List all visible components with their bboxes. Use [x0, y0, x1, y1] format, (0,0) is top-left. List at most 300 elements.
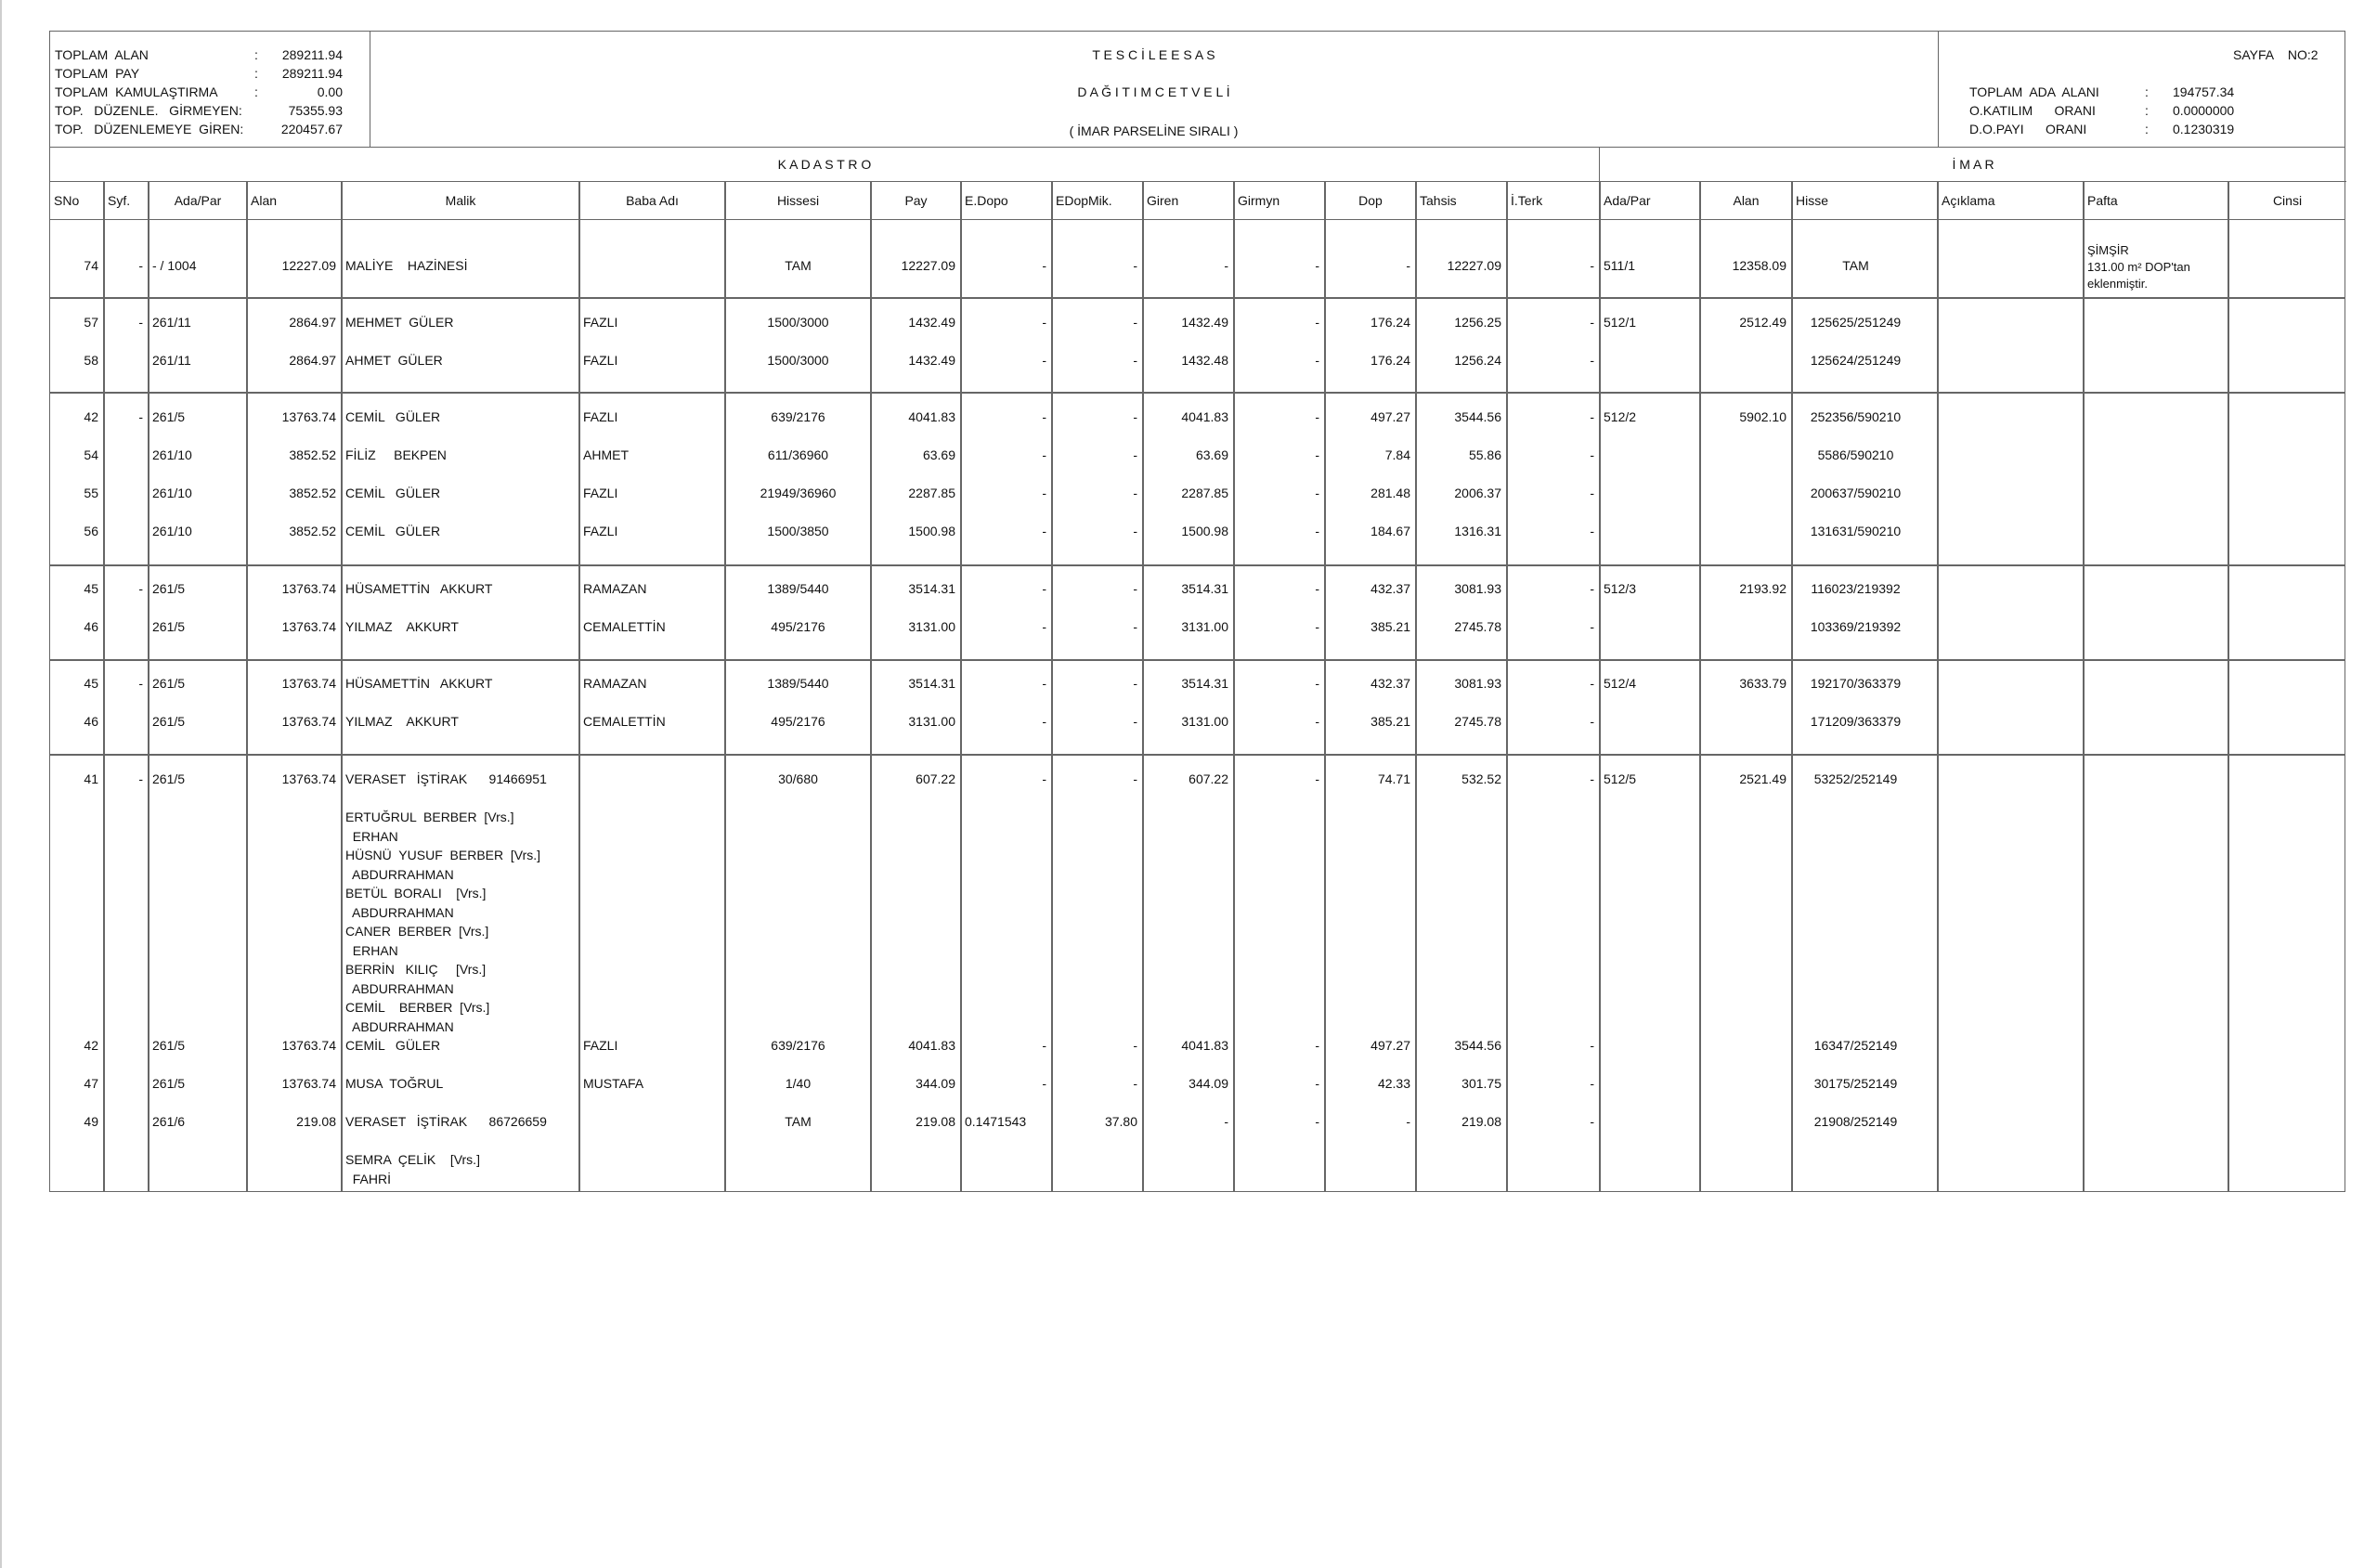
- cell-alan: 13763.74: [281, 581, 336, 596]
- cell-sno: 42: [84, 1038, 98, 1053]
- cell-edopmik: -: [1133, 1076, 1137, 1091]
- cell-alan: 13763.74: [281, 409, 336, 424]
- column-header: SNo: [54, 193, 80, 208]
- cell-edopmik: -: [1133, 353, 1137, 368]
- cell-tahsis: 2745.78: [1454, 619, 1501, 634]
- cell-iadapar: [1604, 521, 1695, 541]
- cell-ialan: 12358.09: [1732, 258, 1786, 273]
- cell-malik: CEMİL GÜLER: [345, 524, 441, 538]
- column-divider: [1415, 182, 1417, 1191]
- column-divider: [1699, 182, 1701, 1191]
- cell-sno: 55: [84, 486, 98, 500]
- cell-edopmik: 37.80: [1104, 1114, 1137, 1129]
- cell-alan: 3852.52: [289, 447, 336, 462]
- cell-tahsis: 532.52: [1461, 771, 1501, 786]
- cell-tahsis: 55.86: [1468, 447, 1501, 462]
- summary-label: O.KATILIM ORANI: [1969, 103, 2096, 118]
- cell-edopmik: -: [1133, 315, 1137, 330]
- cell-hisse: 639/2176: [771, 409, 825, 424]
- cell-iterk: -: [1590, 1076, 1594, 1091]
- summary-label: TOPLAM ALAN: [55, 47, 149, 62]
- cell-giren: -: [1224, 258, 1228, 273]
- summary-value: 289211.94: [281, 47, 343, 62]
- heir-line: ABDURRAHMAN: [345, 866, 454, 882]
- cell-giren: 3514.31: [1181, 581, 1228, 596]
- cell-malik: HÜSAMETTİN AKKURT: [345, 676, 493, 691]
- column-header: Syf.: [108, 193, 131, 208]
- cell-tahsis: 1316.31: [1454, 524, 1501, 538]
- heir-line: BETÜL BORALI [Vrs.]: [345, 886, 487, 901]
- cell-pay: 3514.31: [908, 581, 955, 596]
- cell-adapar: 261/10: [152, 486, 192, 500]
- cell-baba: [583, 1111, 720, 1132]
- column-divider: [341, 182, 343, 1191]
- summary-right: [1938, 32, 2346, 147]
- cell-edopo: 0.1471543: [965, 1114, 1027, 1129]
- summary-value: 75355.93: [288, 103, 343, 118]
- cell-girmyn: -: [1315, 676, 1319, 691]
- cell-giren: -: [1224, 1114, 1228, 1129]
- cell-pay: 3514.31: [908, 676, 955, 691]
- cell-iadapar: 512/3: [1604, 581, 1637, 596]
- cell-ialan: [1704, 616, 1786, 637]
- cell-edopmik: -: [1133, 258, 1137, 273]
- summary-right-row: [1938, 120, 2337, 138]
- cell-sno: 45: [84, 676, 98, 691]
- cell-giren: 2287.85: [1181, 486, 1228, 500]
- cell-dop: -: [1406, 258, 1410, 273]
- cell-ihisse: 125625/251249: [1810, 315, 1902, 330]
- cell-iterk: -: [1590, 409, 1594, 424]
- cell-giren: 3131.00: [1181, 714, 1228, 729]
- cell-syf: [108, 521, 143, 541]
- cell-giren: 1432.48: [1181, 353, 1228, 368]
- column-header: Baba Adı: [626, 193, 679, 208]
- cell-syf: -: [138, 258, 143, 273]
- cell-sno: 57: [84, 315, 98, 330]
- cell-giren: 3514.31: [1181, 676, 1228, 691]
- heir-line: FAHRİ: [345, 1171, 392, 1186]
- cell-giren: 4041.83: [1181, 409, 1228, 424]
- cell-ihisse: TAM: [1842, 258, 1869, 273]
- cell-girmyn: -: [1315, 486, 1319, 500]
- cell-syf: [108, 711, 143, 732]
- cell-iadapar: [1604, 616, 1695, 637]
- summary-left: [50, 32, 370, 147]
- cell-edopmik: -: [1133, 619, 1137, 634]
- cell-tahsis: 2745.78: [1454, 714, 1501, 729]
- cell-dop: 42.33: [1377, 1076, 1410, 1091]
- cell-edopo: -: [1042, 1076, 1046, 1091]
- cell-edopo: -: [1042, 581, 1046, 596]
- cell-sno: 41: [84, 771, 98, 786]
- cell-edopmik: -: [1133, 771, 1137, 786]
- cell-baba: FAZLI: [583, 1038, 618, 1053]
- cell-ialan: [1704, 1035, 1786, 1056]
- cell-malik: VERASET İŞTİRAK 86726659: [345, 1114, 547, 1129]
- cell-iadapar: 512/4: [1604, 676, 1637, 691]
- cell-edopo: -: [1042, 714, 1046, 729]
- cell-syf: [108, 616, 143, 637]
- cell-adapar: 261/5: [152, 1038, 186, 1053]
- cell-hisse: 1389/5440: [767, 676, 829, 691]
- cell-edopo: -: [1042, 315, 1046, 330]
- cell-hisse: 1500/3850: [767, 524, 829, 538]
- cell-ihisse: 125624/251249: [1810, 353, 1902, 368]
- summary-label: D.O.PAYI ORANI: [1969, 122, 2087, 136]
- column-divider: [1051, 182, 1053, 1191]
- cell-adapar: - / 1004: [152, 258, 197, 273]
- summary-value: 0.1230319: [2173, 122, 2235, 136]
- cell-ihisse: 131631/590210: [1810, 524, 1902, 538]
- cell-hisse: 1/40: [785, 1076, 812, 1091]
- cell-ihisse: 53252/252149: [1813, 771, 1898, 786]
- cell-tahsis: 2006.37: [1454, 486, 1501, 500]
- cell-ialan: 5902.10: [1739, 409, 1786, 424]
- summary-left-row: [55, 101, 361, 120]
- cell-iterk: -: [1590, 447, 1594, 462]
- cell-hisse: 30/680: [778, 771, 818, 786]
- cell-iadapar: 512/1: [1604, 315, 1637, 330]
- cell-hisse: TAM: [785, 1114, 812, 1129]
- cell-iadapar: 512/5: [1604, 771, 1637, 786]
- cell-malik: MEHMET GÜLER: [345, 315, 454, 330]
- cell-edopmik: -: [1133, 524, 1137, 538]
- cell-malik: CEMİL GÜLER: [345, 409, 441, 424]
- cell-iadapar: [1604, 445, 1695, 465]
- title-line-1: T E S C İ L E E S A S: [1092, 47, 1215, 62]
- cell-dop: 176.24: [1370, 315, 1410, 330]
- section-kadastro: K A D A S T R O: [50, 147, 1600, 182]
- group-separator: [50, 564, 2345, 566]
- cell-girmyn: -: [1315, 524, 1319, 538]
- cell-alan: 13763.74: [281, 714, 336, 729]
- cell-malik: AHMET GÜLER: [345, 353, 443, 368]
- cell-alan: 12227.09: [281, 258, 336, 273]
- cell-iadapar: 511/1: [1604, 258, 1635, 273]
- cell-adapar: 261/6: [152, 1114, 186, 1129]
- cell-dop: 281.48: [1370, 486, 1410, 500]
- cell-edopo: -: [1042, 486, 1046, 500]
- cell-adapar: 261/10: [152, 447, 192, 462]
- heir-line: CANER BERBER [Vrs.]: [345, 924, 489, 939]
- cell-tahsis: 1256.25: [1454, 315, 1501, 330]
- heir-line: ABDURRAHMAN: [345, 904, 454, 920]
- summary-colon: :: [2145, 122, 2149, 136]
- cell-ihisse: 200637/590210: [1810, 486, 1902, 500]
- cell-iterk: -: [1590, 714, 1594, 729]
- cell-syf: -: [138, 315, 143, 330]
- cell-baba: [583, 769, 720, 789]
- heir-line: BERRİN KILIÇ [Vrs.]: [345, 962, 487, 977]
- cell-giren: 1500.98: [1181, 524, 1228, 538]
- cell-malik: CEMİL GÜLER: [345, 1038, 441, 1053]
- page-number: SAYFA NO:2: [2233, 47, 2319, 62]
- cell-baba: FAZLI: [583, 486, 618, 500]
- cell-iadapar: [1604, 350, 1695, 370]
- summary-left-row: [55, 120, 361, 138]
- title-line-2: D A Ğ I T I M C E T V E L İ: [1077, 84, 1230, 99]
- cell-iterk: -: [1590, 353, 1594, 368]
- cell-edopmik: -: [1133, 581, 1137, 596]
- cell-sno: 54: [84, 447, 98, 462]
- cell-edopo: -: [1042, 771, 1046, 786]
- column-divider: [1937, 182, 1939, 1191]
- cell-alan: 13763.74: [281, 1076, 336, 1091]
- cell-sno: 58: [84, 353, 98, 368]
- cell-ialan: [1704, 711, 1786, 732]
- cell-baba: AHMET: [583, 447, 629, 462]
- heir-line: ERTUĞRUL BERBER [Vrs.]: [345, 810, 514, 824]
- header-block: [50, 32, 2345, 148]
- cell-ialan: 2193.92: [1739, 581, 1786, 596]
- cell-dop: 385.21: [1370, 714, 1410, 729]
- cell-iterk: -: [1590, 581, 1594, 596]
- summary-colon: :: [254, 66, 258, 81]
- column-divider: [1233, 182, 1235, 1191]
- column-divider: [2083, 182, 2085, 1191]
- column-header: Açıklama: [1942, 193, 1995, 208]
- cell-ihisse: 116023/219392: [1811, 581, 1901, 596]
- cell-baba: FAZLI: [583, 315, 618, 330]
- cell-baba: [583, 255, 720, 276]
- cell-iadapar: [1604, 1073, 1695, 1094]
- cell-ihisse: 16347/252149: [1813, 1038, 1898, 1053]
- cell-iadapar: [1604, 711, 1695, 732]
- cell-iterk: -: [1590, 315, 1594, 330]
- group-separator: [50, 659, 2345, 661]
- cell-baba: FAZLI: [583, 353, 618, 368]
- cell-sno: 46: [84, 714, 98, 729]
- cell-iadapar: [1604, 1111, 1695, 1132]
- cell-hisse: 495/2176: [771, 714, 825, 729]
- distribution-sheet: [49, 31, 2345, 1192]
- cell-sno: 42: [84, 409, 98, 424]
- cell-malik: MUSA TOĞRUL: [345, 1076, 444, 1091]
- heir-line: ERHAN: [345, 828, 398, 844]
- cell-alan: 13763.74: [281, 619, 336, 634]
- cell-girmyn: -: [1315, 315, 1319, 330]
- cell-dop: 497.27: [1370, 1038, 1410, 1053]
- cell-giren: 1432.49: [1181, 315, 1228, 330]
- cell-adapar: 261/5: [152, 619, 186, 634]
- cell-edopo: -: [1042, 676, 1046, 691]
- aciklama-line: 131.00 m² DOP'tan: [2087, 260, 2190, 274]
- cell-iterk: -: [1590, 1114, 1594, 1129]
- cell-girmyn: -: [1315, 353, 1319, 368]
- column-divider: [2228, 182, 2229, 1191]
- cell-edopmik: -: [1133, 1038, 1137, 1053]
- cell-hisse: 1389/5440: [767, 581, 829, 596]
- column-header: Tahsis: [1420, 193, 1457, 208]
- cell-giren: 4041.83: [1181, 1038, 1228, 1053]
- cell-iterk: -: [1590, 524, 1594, 538]
- cell-dop: 385.21: [1370, 619, 1410, 634]
- column-divider: [148, 182, 149, 1191]
- cell-baba: MUSTAFA: [583, 1076, 644, 1091]
- cell-tahsis: 301.75: [1461, 1076, 1501, 1091]
- cell-pay: 1500.98: [908, 524, 955, 538]
- cell-girmyn: -: [1315, 1076, 1319, 1091]
- cell-dop: 176.24: [1370, 353, 1410, 368]
- cell-ihisse: 5586/590210: [1817, 447, 1894, 462]
- cell-edopmik: -: [1133, 447, 1137, 462]
- cell-syf: [108, 1073, 143, 1094]
- cell-ihisse: 252356/590210: [1810, 409, 1902, 424]
- cell-ialan: 2512.49: [1739, 315, 1786, 330]
- cell-hisse: 1500/3000: [767, 353, 829, 368]
- summary-value: 194757.34: [2173, 84, 2235, 99]
- summary-right-row: [1938, 101, 2337, 120]
- cell-iterk: -: [1590, 1038, 1594, 1053]
- cell-edopo: -: [1042, 619, 1046, 634]
- cell-dop: 7.84: [1384, 447, 1410, 462]
- cell-malik: YILMAZ AKKURT: [345, 714, 459, 729]
- summary-colon: :: [254, 84, 258, 99]
- cell-iadapar: [1604, 483, 1695, 503]
- summary-value: 289211.94: [281, 66, 343, 81]
- title-line-3: ( İMAR PARSELİNE SIRALI ): [1069, 123, 1239, 138]
- cell-dop: 184.67: [1370, 524, 1410, 538]
- cell-adapar: 261/5: [152, 676, 186, 691]
- cell-girmyn: -: [1315, 447, 1319, 462]
- cell-tahsis: 3081.93: [1454, 676, 1501, 691]
- aciklama-line: eklenmiştir.: [2087, 277, 2149, 291]
- cell-pay: 1432.49: [908, 315, 955, 330]
- cell-malik: CEMİL GÜLER: [345, 486, 441, 500]
- cell-ialan: [1704, 483, 1786, 503]
- heir-line: SEMRA ÇELİK [Vrs.]: [345, 1152, 480, 1167]
- cell-dop: 74.71: [1377, 771, 1410, 786]
- cell-pay: 12227.09: [901, 258, 955, 273]
- cell-ialan: [1704, 1073, 1786, 1094]
- cell-iterk: -: [1590, 676, 1594, 691]
- cell-pay: 63.69: [922, 447, 955, 462]
- column-header: Giren: [1147, 193, 1179, 208]
- cell-ialan: 3633.79: [1739, 676, 1786, 691]
- cell-iterk: -: [1590, 486, 1594, 500]
- column-header: Malik: [445, 193, 476, 208]
- heir-line: CEMİL BERBER [Vrs.]: [345, 1000, 490, 1015]
- cell-iterk: -: [1590, 619, 1594, 634]
- column-divider: [1599, 182, 1601, 1191]
- cell-tahsis: 219.08: [1461, 1114, 1501, 1129]
- cell-tahsis: 3544.56: [1454, 409, 1501, 424]
- cell-hisse: TAM: [785, 258, 812, 273]
- cell-baba: RAMAZAN: [583, 676, 647, 691]
- cell-pay: 4041.83: [908, 409, 955, 424]
- cell-dop: 432.37: [1370, 581, 1410, 596]
- cell-ialan: [1704, 445, 1786, 465]
- cell-ihisse: 30175/252149: [1813, 1076, 1898, 1091]
- cell-syf: [108, 1111, 143, 1132]
- cell-edopo: -: [1042, 524, 1046, 538]
- cell-girmyn: -: [1315, 409, 1319, 424]
- cell-edopmik: -: [1133, 714, 1137, 729]
- cell-tahsis: 12227.09: [1447, 258, 1501, 273]
- cell-ialan: [1704, 350, 1786, 370]
- cell-malik: HÜSAMETTİN AKKURT: [345, 581, 493, 596]
- summary-label: TOP. DÜZENLEMEYE GİREN:: [55, 122, 244, 136]
- aciklama-line: ŞİMŞİR: [2087, 243, 2129, 257]
- column-divider: [103, 182, 105, 1191]
- column-header: Pay: [904, 193, 928, 208]
- cell-adapar: 261/5: [152, 714, 186, 729]
- cell-syf: [108, 1035, 143, 1056]
- section-imar: İ M A R: [1600, 147, 2346, 182]
- column-divider: [1324, 182, 1326, 1191]
- cell-syf: -: [138, 676, 143, 691]
- summary-value: 220457.67: [280, 122, 343, 136]
- column-header: EDopMik.: [1056, 193, 1112, 208]
- cell-adapar: 261/5: [152, 771, 186, 786]
- cell-adapar: 261/10: [152, 524, 192, 538]
- cell-alan: 13763.74: [281, 676, 336, 691]
- column-header: Girmyn: [1238, 193, 1280, 208]
- summary-label: TOPLAM KAMULAŞTIRMA: [55, 84, 218, 99]
- column-divider: [1506, 182, 1508, 1191]
- cell-baba: CEMALETTİN: [583, 619, 666, 634]
- group-separator: [50, 754, 2345, 756]
- cell-alan: 13763.74: [281, 1038, 336, 1053]
- group-separator: [50, 392, 2345, 394]
- cell-sno: 45: [84, 581, 98, 596]
- cell-syf: -: [138, 771, 143, 786]
- cell-baba: CEMALETTİN: [583, 714, 666, 729]
- heir-line: ABDURRAHMAN: [345, 980, 454, 996]
- summary-left-row: [55, 64, 361, 83]
- cell-ihisse: 21908/252149: [1813, 1114, 1898, 1129]
- column-header: Cinsi: [2272, 193, 2303, 208]
- cell-dop: 432.37: [1370, 676, 1410, 691]
- column-header: İ.Terk: [1511, 193, 1543, 208]
- column-divider: [960, 182, 962, 1191]
- cell-girmyn: -: [1315, 714, 1319, 729]
- cell-girmyn: -: [1315, 1114, 1319, 1129]
- cell-baba: RAMAZAN: [583, 581, 647, 596]
- cell-ihisse: 192170/363379: [1810, 676, 1902, 691]
- column-header-row: [50, 182, 2345, 220]
- cell-adapar: 261/11: [152, 353, 191, 368]
- cell-malik: VERASET İŞTİRAK 91466951: [345, 771, 547, 786]
- heir-line: HÜSNÜ YUSUF BERBER [Vrs.]: [345, 848, 541, 862]
- cell-edopo: -: [1042, 353, 1046, 368]
- summary-label: TOPLAM PAY: [55, 66, 140, 81]
- summary-colon: :: [2145, 103, 2149, 118]
- cell-hisse: 611/36960: [767, 447, 829, 462]
- cell-ialan: 2521.49: [1739, 771, 1786, 786]
- cell-pay: 607.22: [916, 771, 955, 786]
- column-divider: [578, 182, 580, 1191]
- cell-alan: 3852.52: [289, 486, 336, 500]
- summary-left-row: [55, 83, 361, 101]
- summary-value: 0.00: [317, 84, 343, 99]
- cell-iadapar: 512/2: [1604, 409, 1637, 424]
- cell-tahsis: 1256.24: [1454, 353, 1501, 368]
- column-header: Alan: [1733, 193, 1760, 208]
- cell-girmyn: -: [1315, 258, 1319, 273]
- cell-hisse: 639/2176: [771, 1038, 825, 1053]
- column-header: Ada/Par: [1604, 193, 1651, 208]
- cell-girmyn: -: [1315, 581, 1319, 596]
- column-header: Ada/Par: [174, 193, 222, 208]
- cell-hisse: 21949/36960: [760, 486, 837, 500]
- cell-hisse: 1500/3000: [767, 315, 829, 330]
- summary-colon: :: [2145, 84, 2149, 99]
- cell-pay: 3131.00: [908, 619, 955, 634]
- cell-ihisse: 171209/363379: [1810, 714, 1902, 729]
- cell-syf: -: [138, 581, 143, 596]
